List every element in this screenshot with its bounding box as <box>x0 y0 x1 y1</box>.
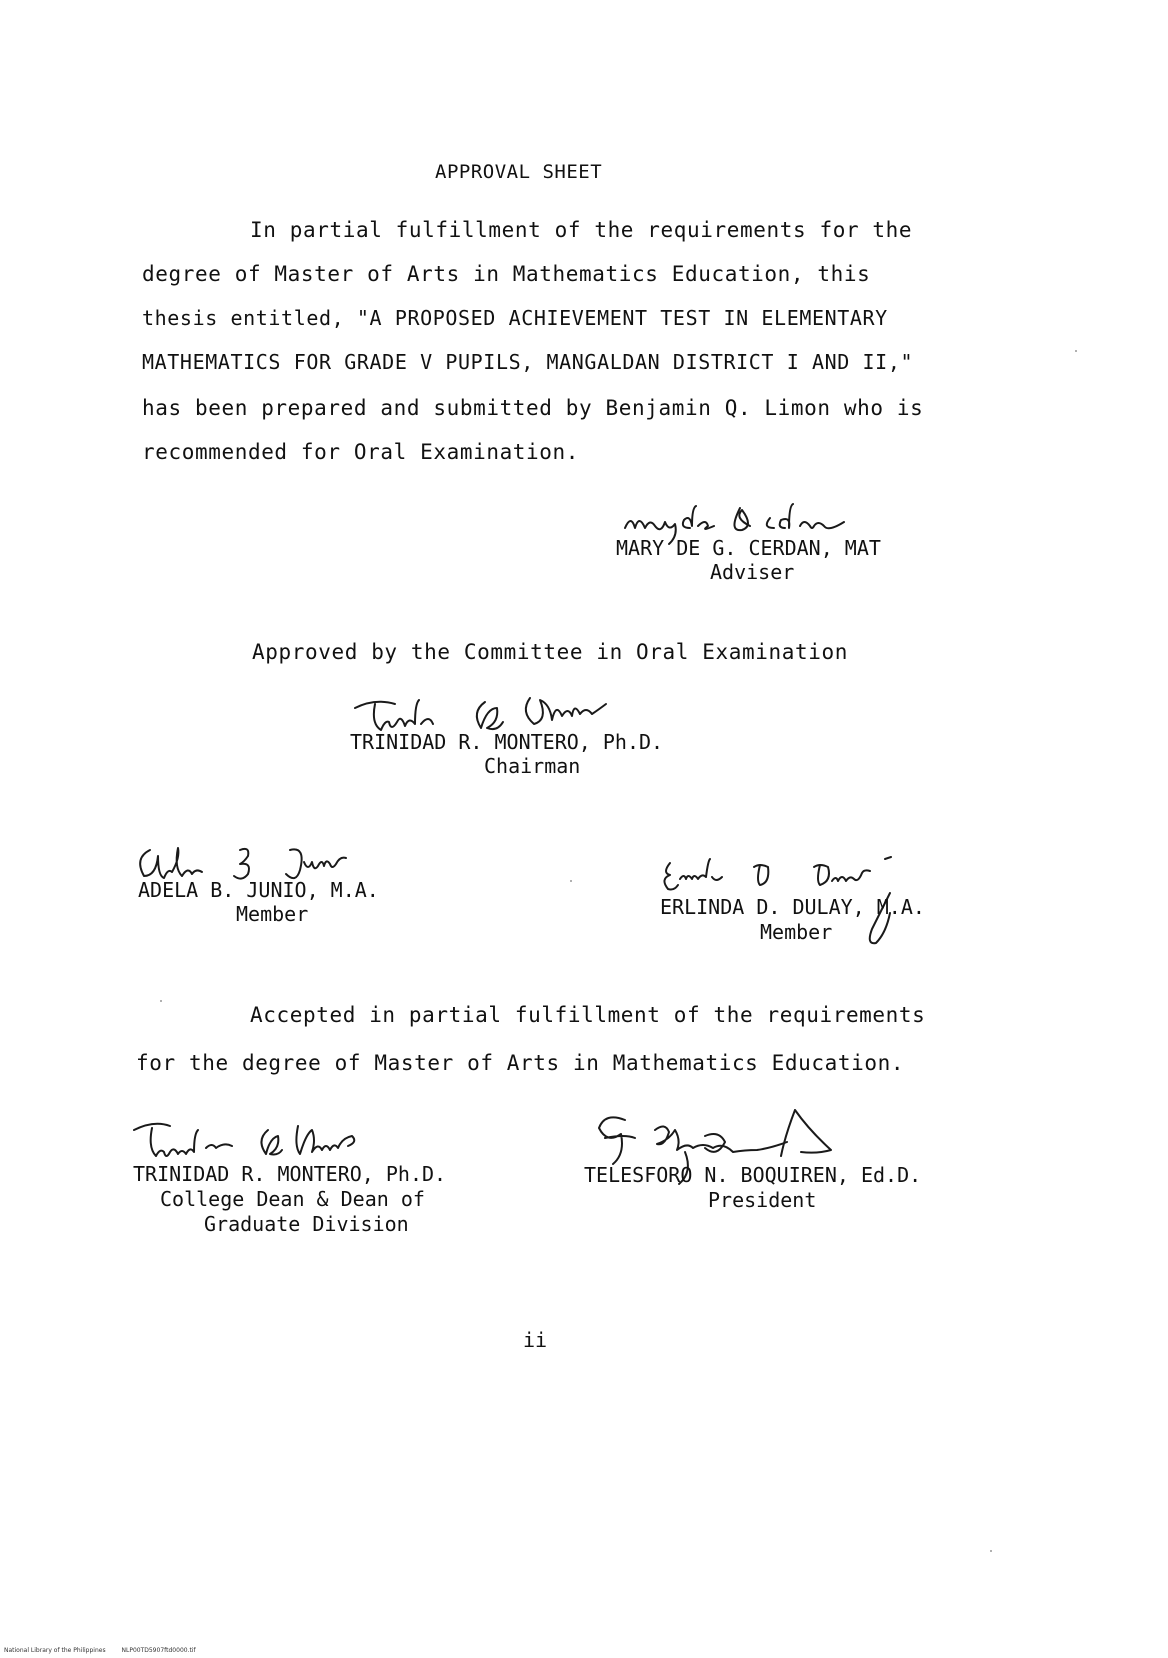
dean-role-line-2: Graduate Division <box>204 1212 409 1236</box>
adviser-role: Adviser <box>710 560 795 584</box>
president-role: President <box>708 1188 817 1212</box>
intro-line-1: In partial fulfillment of the requirements for the <box>250 218 913 242</box>
footer-library: National Library of the Philippines <box>4 1647 106 1654</box>
adviser-name: MARY DE G. CERDAN, MAT <box>616 536 881 560</box>
dean-role-line-1: College Dean & Dean of <box>160 1187 425 1211</box>
president-name: TELESFORO N. BOQUIREN, Ed.D. <box>584 1163 922 1187</box>
scan-speck <box>990 1550 992 1552</box>
intro-line-5: has been prepared and submitted by Benjamin Q. Limon who is <box>142 396 924 420</box>
acceptance-line-1: Accepted in partial fulfillment of the requirements <box>250 1003 926 1027</box>
chairman-role: Chairman <box>484 754 581 778</box>
chairman-name: TRINIDAD R. MONTERO, Ph.D. <box>350 730 664 754</box>
member-left-role: Member <box>236 902 309 926</box>
scan-speck <box>160 1000 162 1002</box>
scan-footer <box>4 1647 210 1655</box>
intro-line-2: degree of Master of Arts in Mathematics Education, this <box>142 262 871 286</box>
page-number: ii <box>523 1328 548 1352</box>
scan-speck <box>1075 350 1077 352</box>
intro-line-6: recommended for Oral Examination. <box>142 440 580 464</box>
acceptance-line-2: for the degree of Master of Arts in Mathematics Education. <box>136 1051 905 1075</box>
dean-name: TRINIDAD R. MONTERO, Ph.D. <box>133 1162 447 1186</box>
scan-speck <box>570 880 572 882</box>
footer-file: NLP00TD5907ftd0000.tif <box>121 1647 196 1654</box>
member-left-name: ADELA B. JUNIO, M.A. <box>138 878 379 902</box>
member-right-role: Member <box>760 920 833 944</box>
committee-heading: Approved by the Committee in Oral Examination <box>252 640 848 664</box>
page-title: APPROVAL SHEET <box>435 161 603 183</box>
intro-line-3: thesis entitled, "A PROPOSED ACHIEVEMENT TEST IN ELEMENTARY <box>142 306 888 330</box>
intro-line-4: MATHEMATICS FOR GRADE V PUPILS, MANGALDAN DISTRICT I AND II," <box>142 350 914 374</box>
member-right-name: ERLINDA D. DULAY, M.A. <box>660 895 925 919</box>
